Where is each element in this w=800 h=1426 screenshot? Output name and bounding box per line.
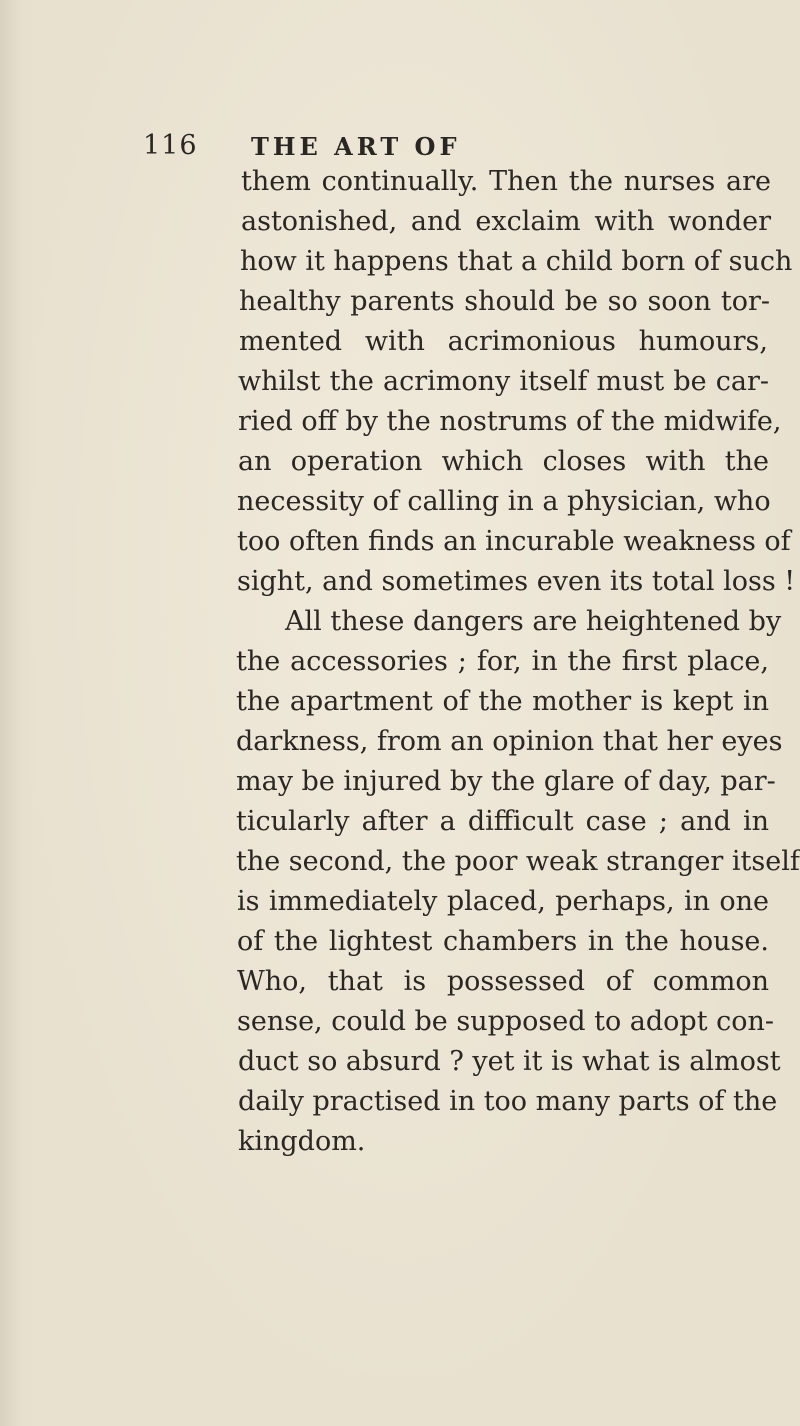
text-line: an operation which closes with the <box>238 446 769 477</box>
text-line: All these dangers are heightened by <box>285 606 782 637</box>
text-line: mented with acrimonious humours, <box>239 326 768 357</box>
text-line: how it happens that a child born of such <box>240 246 793 277</box>
text-line: whilst the acrimony itself must be car- <box>238 366 769 397</box>
text-line: the apartment of the mother is kept in <box>236 686 769 717</box>
text-line: healthy parents should be so soon tor- <box>239 286 770 317</box>
text-line: the accessories ; for, in the first place, <box>236 646 769 677</box>
running-head: THE ART OF <box>251 132 461 161</box>
text-line: ried off by the nostrums of the midwife, <box>238 406 782 437</box>
text-line: Who, that is possessed of common <box>237 966 769 997</box>
page-gutter-shadow <box>0 0 34 1426</box>
text-line: is immediately placed, perhaps, in one <box>237 886 769 917</box>
text-line: may be injured by the glare of day, par- <box>236 766 776 797</box>
page-number: 116 <box>143 130 198 161</box>
text-line: kingdom. <box>238 1126 366 1157</box>
text-line: sense, could be supposed to adopt con- <box>237 1006 775 1037</box>
text-line: the second, the poor weak stranger itself <box>236 846 800 877</box>
text-line: darkness, from an opinion that her eyes <box>236 726 783 757</box>
text-line: astonished, and exclaim with wonder <box>241 206 771 237</box>
text-line: daily practised in too many parts of the <box>238 1086 778 1117</box>
text-line: sight, and sometimes even its total loss ! <box>237 566 796 597</box>
text-line: too often finds an incurable weakness of <box>237 526 791 557</box>
text-line: of the lightest chambers in the house. <box>237 926 769 957</box>
text-line: them continually. Then the nurses are <box>241 166 771 197</box>
text-line: duct so absurd ? yet it is what is almost <box>238 1046 781 1077</box>
text-line: ticularly after a difficult case ; and in <box>236 806 769 837</box>
text-line: necessity of calling in a physician, who <box>237 486 771 517</box>
